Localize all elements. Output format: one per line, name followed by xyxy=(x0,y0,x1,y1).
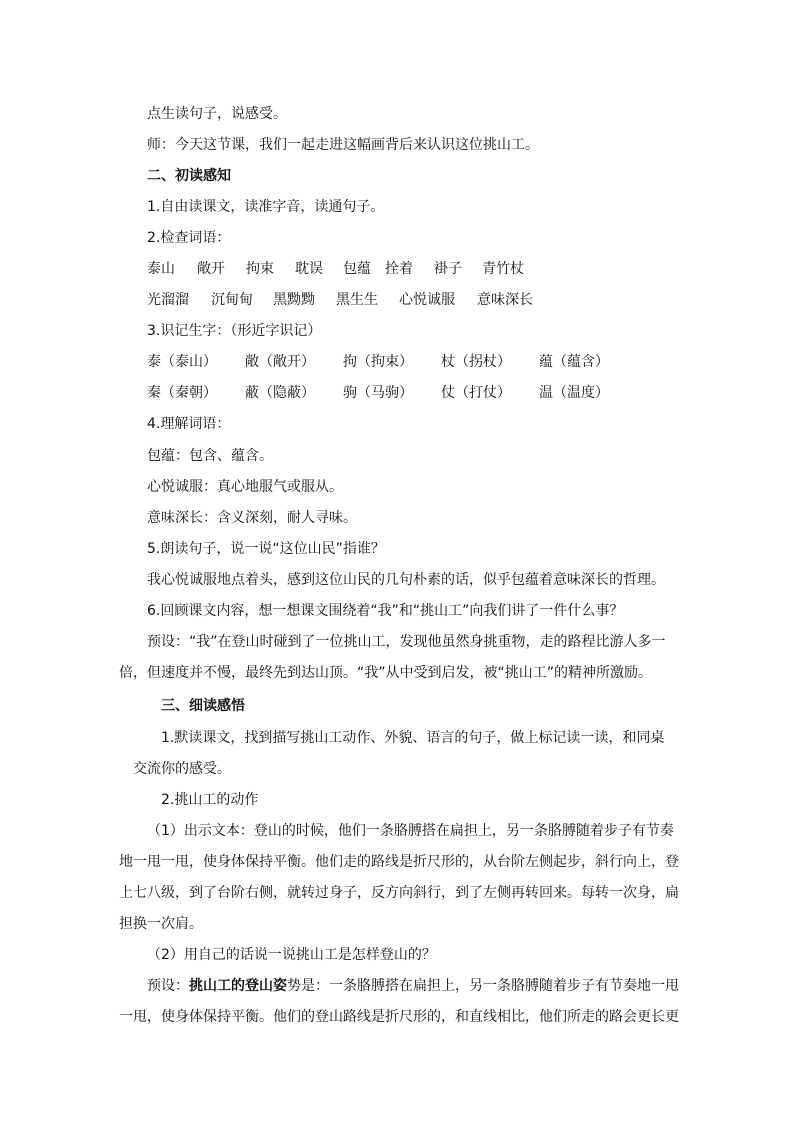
vocab-word: 沉甸甸 xyxy=(211,292,253,308)
char-pair: 秦（秦朝） xyxy=(147,385,217,401)
intro-line-1: 点生读句子，说感受。 xyxy=(147,106,287,122)
definition-3: 意味深长：含义深刻，耐人寻味。 xyxy=(147,510,357,526)
section-2-item-3: 3.识记生字：（形近字识记） xyxy=(147,323,322,339)
paragraph-1-line-2: 地一甩一甩，使身体保持平衡。他们走的路线是折尺形的，从台阶左侧起步，斜行向上，登 xyxy=(119,854,679,870)
vocab-word: 黑生生 xyxy=(336,292,378,308)
intro-line-2: 师：今天这节课，我们一起走进这幅画背后来认识这位挑山工。 xyxy=(147,137,539,153)
vocab-word: 心悦诚服 xyxy=(399,292,455,308)
section-2-item-5-text: 我心悦诚服地点着头，感到这位山民的几句朴素的话，似乎包蕴着意味深长的哲理。 xyxy=(147,572,665,588)
section-2-heading: 二、初读感知 xyxy=(147,168,231,184)
char-pair: 蕴（蕴含） xyxy=(539,354,609,370)
paragraph-2: （2）用自己的话说一说挑山工是怎样登山的？ xyxy=(147,947,436,963)
vocab-word: 褂子 xyxy=(434,261,462,277)
preset-line-1 xyxy=(147,976,679,996)
char-pair: 仗（打仗） xyxy=(441,385,511,401)
char-pair: 杖（拐杖） xyxy=(441,354,511,370)
section-3-item-1-line-2: 交流你的感受。 xyxy=(133,761,231,777)
section-2-item-5: 5.朗读句子，说一说“这位山民”指谁？ xyxy=(147,541,385,557)
vocab-word: 耽误 xyxy=(295,261,323,277)
vocab-word: 光溜溜 xyxy=(147,292,189,308)
preset-line-2: 一甩，使身体保持平衡。他们的登山路线是折尺形的，和直线相比，他们所走的路会更长更 xyxy=(119,1009,679,1025)
vocab-word: 包蕴 xyxy=(343,261,371,277)
section-2-item-6-preset-line-2: 倍，但速度并不慢，最终先到达山顶。“我”从中受到启发，被“挑山工”的精神所激励。 xyxy=(119,665,653,681)
section-2-item-6-preset-line-1: 预设：“我”在登山时碰到了一位挑山工，发现他虽然身挑重物，走的路程比游人多一 xyxy=(147,634,666,650)
preset-bold-phrase: 挑山工的登山姿 xyxy=(189,978,287,994)
char-pair: 敞（敞开） xyxy=(245,354,315,370)
vocab-word: 青竹杖 xyxy=(482,261,524,277)
vocab-word: 拘束 xyxy=(246,261,274,277)
vocab-word: 泰山 xyxy=(147,261,175,277)
section-3-item-2: 2.挑山工的动作 xyxy=(161,792,259,808)
char-pair: 驹（马驹） xyxy=(343,385,413,401)
section-3-item-1-line-1: 1.默读课文，找到描写挑山工动作、外貌、语言的句子，做上标记读一读，和同桌 xyxy=(161,730,665,746)
vocab-word: 敞开 xyxy=(197,261,225,277)
section-2-item-4: 4.理解词语： xyxy=(147,416,231,432)
char-pair: 温（温度） xyxy=(539,385,609,401)
definition-1: 包蕴：包含、蕴含。 xyxy=(147,448,273,464)
char-pair: 拘（拘束） xyxy=(343,354,413,370)
preset-line-1-rest: 势是：一条胳膊搭在扁担上，另一条胳膊随着步子有节奏地一甩 xyxy=(287,978,679,994)
vocab-word: 意味深长 xyxy=(477,292,533,308)
char-pair: 泰（泰山） xyxy=(147,354,217,370)
preset-label: 预设： xyxy=(147,978,189,994)
section-2-item-2: 2.检查词语： xyxy=(147,230,231,246)
paragraph-1-line-4: 担换一次肩。 xyxy=(119,916,203,932)
paragraph-1-line-1: （1）出示文本：登山的时候，他们一条胳膊搭在扁担上，另一条胳膊随着步子有节奏 xyxy=(147,823,674,839)
vocab-word: 拴着 xyxy=(385,261,413,277)
section-2-item-6: 6.回顾课文内容，想一想课文围绕着“我”和“挑山工”向我们讲了一件什么事？ xyxy=(147,603,624,619)
section-2-item-1: 1.自由读课文，读准字音，读通句子。 xyxy=(147,199,385,215)
definition-2: 心悦诚服：真心地服气或服从。 xyxy=(147,479,343,495)
section-3-heading: 三、细读感悟 xyxy=(161,698,245,714)
paragraph-1-line-3: 上七八级，到了台阶右侧，就转过身子，反方向斜行，到了左侧再转回来。每转一次身，扁 xyxy=(119,885,679,901)
char-pair: 蔽（隐蔽） xyxy=(245,385,315,401)
vocab-word: 黑黝黝 xyxy=(273,292,315,308)
